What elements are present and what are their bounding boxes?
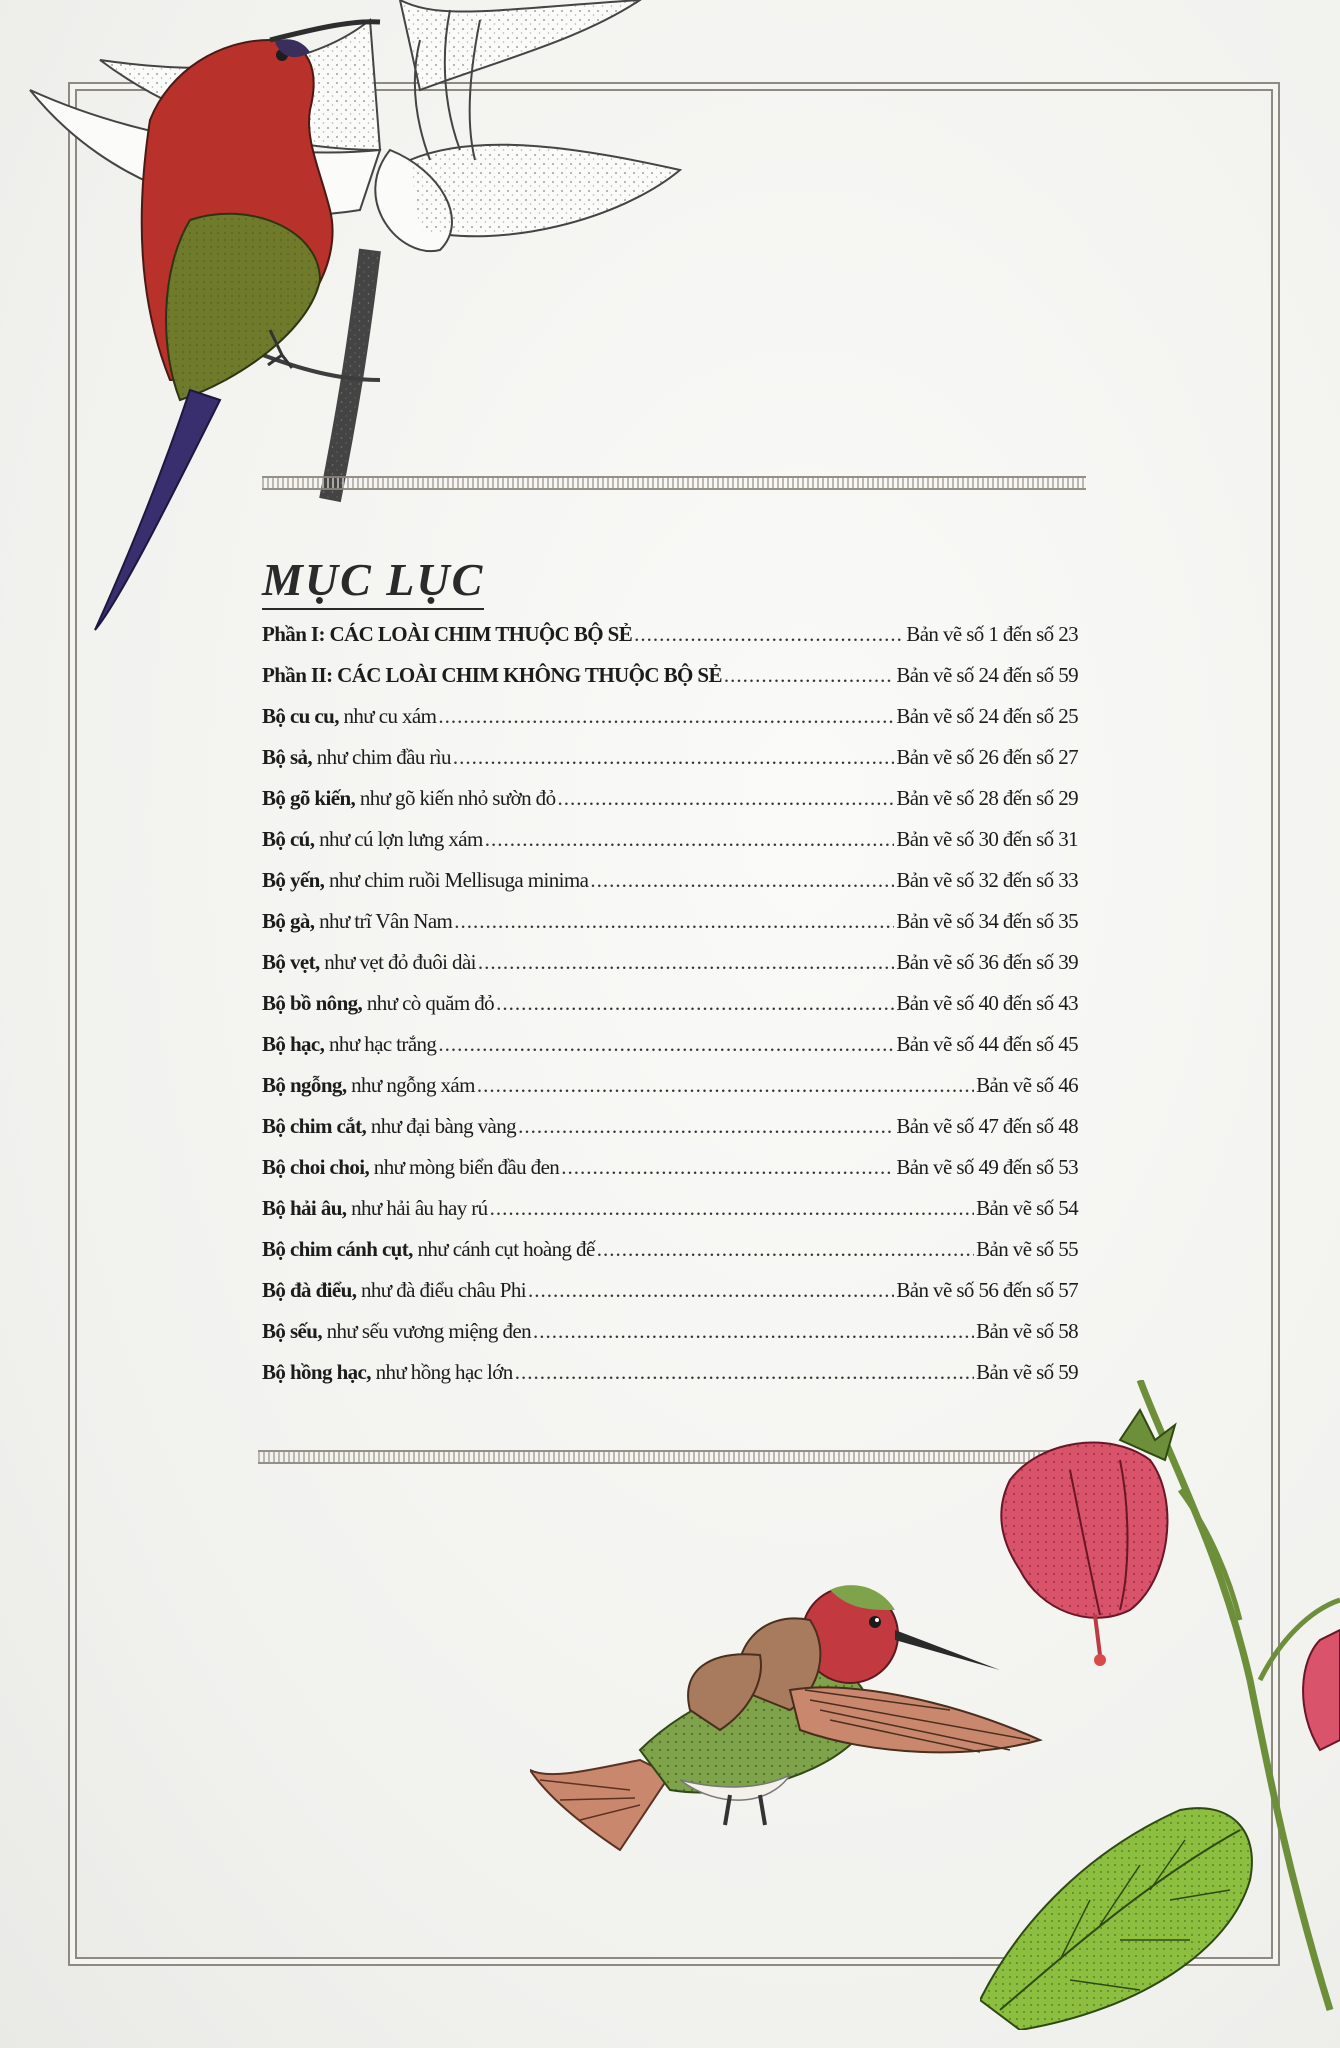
dot-leader xyxy=(477,1073,974,1098)
toc-entry[interactable] xyxy=(262,1073,1078,1114)
toc-entry[interactable] xyxy=(262,909,1078,950)
example-species: như đà điểu châu Phi xyxy=(356,1278,527,1302)
dot-leader xyxy=(597,1237,974,1262)
toc-entry[interactable] xyxy=(262,868,1078,909)
example-species: như chim ruồi Mellisuga minima xyxy=(324,868,589,892)
toc-entry-page-ref: Bản vẽ số 1 đến số 23 xyxy=(906,622,1078,646)
table-of-contents xyxy=(262,622,1078,1401)
toc-entry-label xyxy=(262,1114,516,1139)
example-species: như hải âu hay rú xyxy=(346,1196,488,1220)
toc-entry[interactable] xyxy=(262,1360,1078,1401)
toc-entry-label xyxy=(262,1360,513,1385)
example-species: như cánh cụt hoàng đế xyxy=(412,1237,595,1261)
order-name: Bộ đà điểu, xyxy=(262,1278,357,1302)
dot-leader xyxy=(515,1360,974,1385)
dot-leader xyxy=(490,1196,975,1221)
dot-leader xyxy=(478,950,894,975)
order-name: Bộ hồng hạc, xyxy=(262,1360,371,1384)
top-divider-rule xyxy=(262,476,1086,490)
order-name: Bộ chim cắt, xyxy=(262,1114,367,1138)
toc-entry-page-ref: Bản vẽ số 24 đến số 25 xyxy=(896,704,1078,728)
order-name: Bộ cú, xyxy=(262,827,315,851)
toc-entry[interactable] xyxy=(262,1237,1078,1278)
toc-entry-page-ref: Bản vẽ số 46 xyxy=(976,1073,1078,1097)
toc-entry-label xyxy=(262,1073,475,1098)
example-species: như mòng biển đầu đen xyxy=(369,1155,560,1179)
toc-entry-page-ref: Bản vẽ số 59 xyxy=(976,1360,1078,1384)
toc-entry-label xyxy=(262,1155,559,1180)
example-species: như sếu vương miệng đen xyxy=(321,1319,532,1343)
toc-entry-label xyxy=(262,745,451,770)
order-name: Bộ bồ nông, xyxy=(262,991,363,1015)
example-species: như cú lợn lưng xám xyxy=(314,827,483,851)
toc-entry-label xyxy=(262,991,494,1016)
order-name: Bộ hải âu, xyxy=(262,1196,347,1220)
toc-entry-label xyxy=(262,909,452,934)
dot-leader xyxy=(590,868,894,893)
pink-flower-illustration xyxy=(980,1380,1340,2030)
page-title: MỤC LỤC xyxy=(262,553,484,610)
sunbird-illustration xyxy=(20,0,700,640)
toc-entry-part-2[interactable] xyxy=(262,663,1078,704)
order-name: Bộ gà, xyxy=(262,909,315,933)
toc-entry-page-ref: Bản vẽ số 28 đến số 29 xyxy=(896,786,1078,810)
toc-entry-page-ref: Bản vẽ số 40 đến số 43 xyxy=(896,991,1078,1015)
dot-leader xyxy=(518,1114,894,1139)
toc-entry[interactable] xyxy=(262,704,1078,745)
example-species: như cò quăm đỏ xyxy=(362,991,495,1015)
order-name: Bộ hạc, xyxy=(262,1032,325,1056)
order-name: Bộ sả, xyxy=(262,745,313,769)
toc-entry-page-ref: Bản vẽ số 49 đến số 53 xyxy=(896,1155,1078,1179)
dot-leader xyxy=(561,1155,894,1180)
toc-entry-page-ref: Bản vẽ số 36 đến số 39 xyxy=(896,950,1078,974)
toc-entry-label xyxy=(262,1278,526,1303)
toc-entry-label xyxy=(262,786,555,811)
example-species: như đại bàng vàng xyxy=(366,1114,517,1138)
dot-leader xyxy=(557,786,894,811)
toc-entry-page-ref: Bản vẽ số 47 đến số 48 xyxy=(896,1114,1078,1138)
order-name: Bộ chim cánh cụt, xyxy=(262,1237,413,1261)
example-species: như cu xám xyxy=(338,704,437,728)
pink-flower xyxy=(1001,1410,1175,1666)
toc-entry[interactable] xyxy=(262,745,1078,786)
dot-leader xyxy=(528,1278,894,1303)
order-name: Bộ gõ kiến, xyxy=(262,786,356,810)
green-leaf xyxy=(980,1808,1252,2030)
order-name: Bộ cu cu, xyxy=(262,704,339,728)
toc-entry-label xyxy=(262,1196,488,1221)
order-name: Bộ choi choi, xyxy=(262,1155,370,1179)
toc-entry-page-ref: Bản vẽ số 44 đến số 45 xyxy=(896,1032,1078,1056)
dot-leader xyxy=(533,1319,974,1344)
toc-entry[interactable] xyxy=(262,950,1078,991)
toc-entry-page-ref: Bản vẽ số 24 đến số 59 xyxy=(896,663,1078,687)
toc-entry[interactable] xyxy=(262,786,1078,827)
toc-entry-page-ref: Bản vẽ số 30 đến số 31 xyxy=(896,827,1078,851)
toc-entry-page-ref: Bản vẽ số 26 đến số 27 xyxy=(896,745,1078,769)
toc-entry-label xyxy=(262,827,483,852)
toc-entry-label xyxy=(262,1032,436,1057)
toc-entry-page-ref: Bản vẽ số 34 đến số 35 xyxy=(896,909,1078,933)
toc-entry-part-1[interactable] xyxy=(262,622,1078,663)
toc-entry[interactable] xyxy=(262,827,1078,868)
toc-entry[interactable] xyxy=(262,1196,1078,1237)
toc-entry[interactable] xyxy=(262,991,1078,1032)
toc-entry-label xyxy=(262,1237,595,1262)
toc-entry-label xyxy=(262,950,476,975)
dot-leader xyxy=(438,1032,894,1057)
order-name: Bộ vẹt, xyxy=(262,950,320,974)
toc-entry-label xyxy=(262,1319,531,1344)
dot-leader xyxy=(438,704,894,729)
toc-entry-label xyxy=(262,868,588,893)
example-species: như gõ kiến nhỏ sườn đỏ xyxy=(355,786,556,810)
toc-entry-page-ref: Bản vẽ số 55 xyxy=(976,1237,1078,1261)
toc-entry-page-ref: Bản vẽ số 56 đến số 57 xyxy=(896,1278,1078,1302)
example-species: như chim đầu rìu xyxy=(312,745,451,769)
toc-entry[interactable] xyxy=(262,1032,1078,1073)
bottom-divider-rule xyxy=(258,1450,1088,1464)
toc-entry-page-ref: Bản vẽ số 32 đến số 33 xyxy=(896,868,1078,892)
order-name: Bộ ngỗng, xyxy=(262,1073,347,1097)
dot-leader xyxy=(485,827,895,852)
dot-leader xyxy=(454,909,894,934)
toc-entry[interactable] xyxy=(262,1319,1078,1360)
dot-leader xyxy=(453,745,894,770)
toc-entry-label: Phần II: CÁC LOÀI CHIM KHÔNG THUỘC BỘ SẺ xyxy=(262,663,722,687)
example-species: như vẹt đỏ đuôi dài xyxy=(319,950,476,974)
example-species: như trĩ Vân Nam xyxy=(314,909,453,933)
toc-entry[interactable] xyxy=(262,1278,1078,1319)
toc-entry[interactable] xyxy=(262,1155,1078,1196)
toc-entry-page-ref: Bản vẽ số 58 xyxy=(976,1319,1078,1343)
example-species: như ngỗng xám xyxy=(346,1073,475,1097)
dot-leader xyxy=(634,622,904,647)
toc-entry[interactable] xyxy=(262,1114,1078,1155)
dot-leader xyxy=(496,991,894,1016)
example-species: như hồng hạc lớn xyxy=(370,1360,513,1384)
toc-entry-page-ref: Bản vẽ số 54 xyxy=(976,1196,1078,1220)
order-name: Bộ yến, xyxy=(262,868,325,892)
example-species: như hạc trắng xyxy=(324,1032,437,1056)
toc-entry-label xyxy=(262,704,436,729)
order-name: Bộ sếu, xyxy=(262,1319,322,1343)
toc-entry-label: Phần I: CÁC LOÀI CHIM THUỘC BỘ SẺ xyxy=(262,622,633,646)
dot-leader xyxy=(724,663,895,688)
